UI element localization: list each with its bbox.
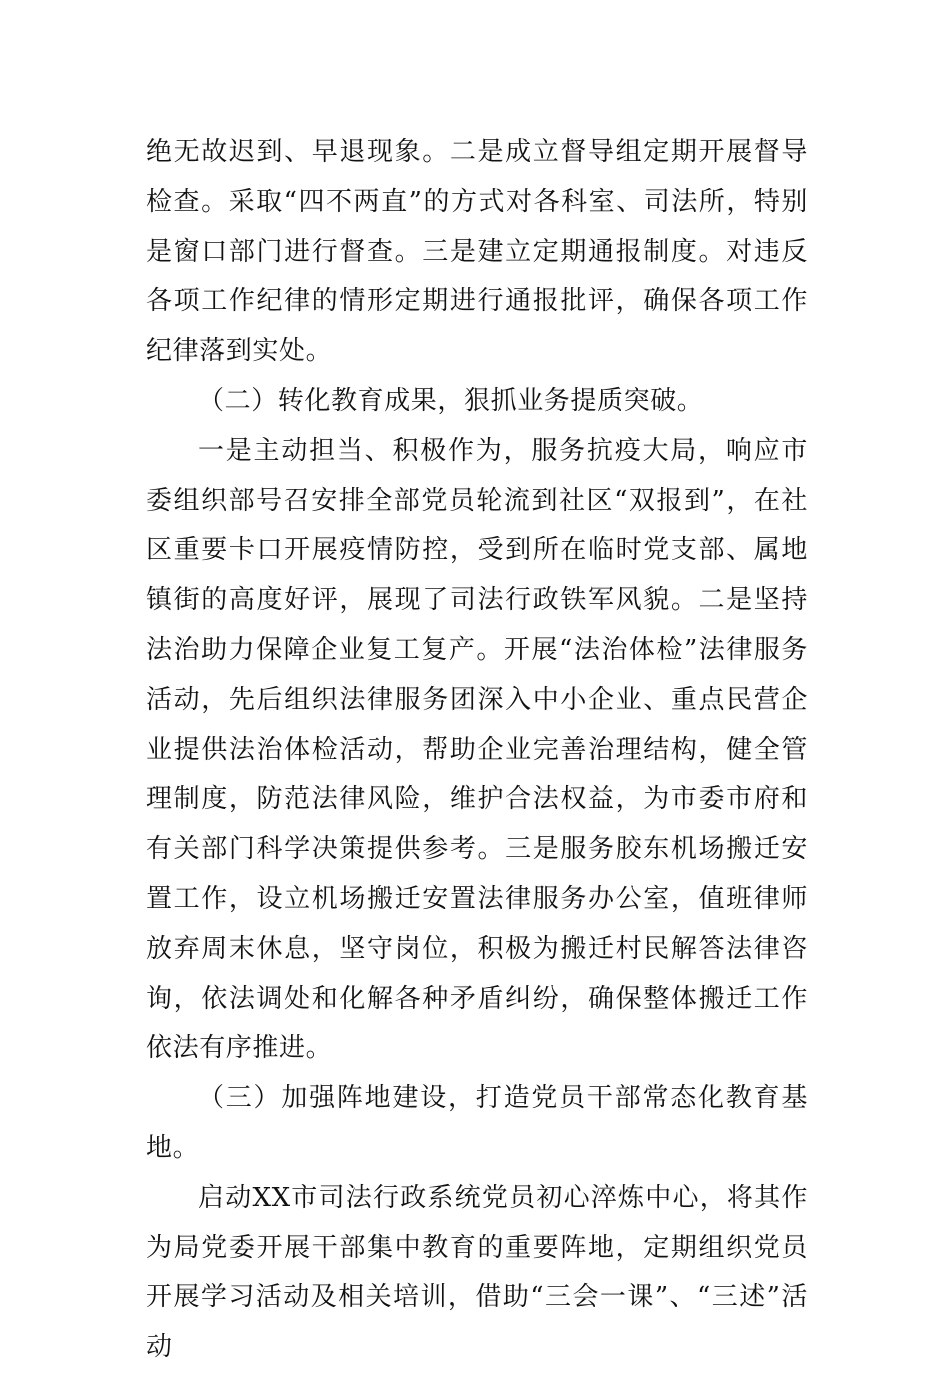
paragraph-section-2: 一是主动担当、积极作为，服务抗疫大局，响应市委组织部号召安排全部党员轮流到社区“双报到”，在社区重要卡口开展疫情防控，受到所在临时党支部、属地镇街的高度好评，展现了司法行政铁军风貌。二是坚持法治助力保障企业复工复产。开展“法治体检”法律服务活动，先后组织法律服务团深入中小企业、重点民营企业提供法治体检活动，帮助企业完善治理结构，健全管理制度，防范法律风险，维护合法权益，为市委市府和有关部门科学决策提供参考。三是服务胶东机场搬迁安置工作，设立机场搬迁安置法律服务办公室，值班律师放弃周末休息，坚守岗位，积极为搬迁村民解答法律咨询，依法调处和化解各种矛盾纠纷，确保整体搬迁工作依法有序推进。 [146, 435, 808, 1064]
section-heading-2: （二）转化教育成果，狠抓业务提质突破。 [198, 385, 704, 416]
paragraph-section-3: 启动XX市司法行政系统党员初心淬炼中心，将其作为局党委开展干部集中教育的重要阵地，定期组织党员开展学习活动及相关培训，借助“三会一课”、“三述”活动 [146, 1182, 808, 1363]
section-heading-3: （三）加强阵地建设，打造党员干部常态化教育基地。 [146, 1083, 808, 1163]
paragraph-continuation: 绝无故迟到、早退现象。二是成立督导组定期开展督导检查。采取“四不两直”的方式对各科室、司法所，特别是窗口部门进行督查。三是建立定期通报制度。对违反各项工作纪律的情形定期进行通报批评，确保各项工作纪律落到实处。 [146, 137, 808, 367]
document-body [146, 128, 808, 1373]
